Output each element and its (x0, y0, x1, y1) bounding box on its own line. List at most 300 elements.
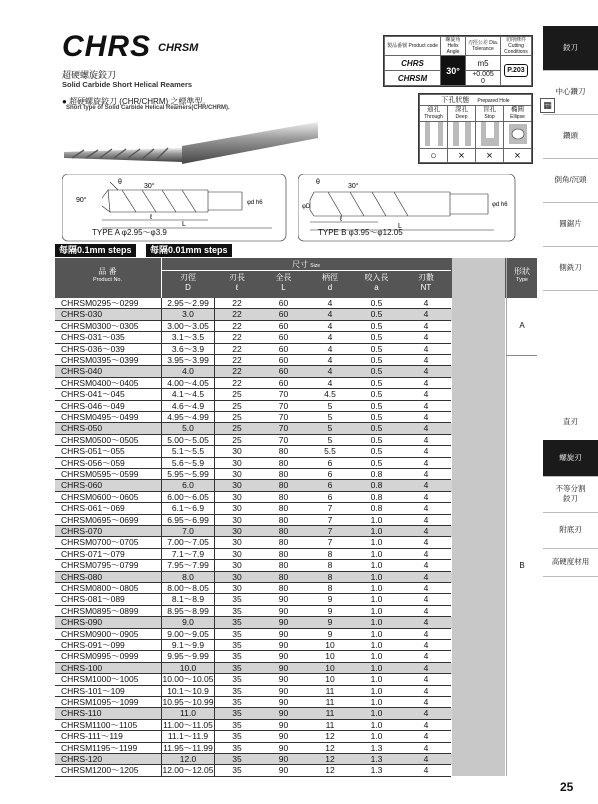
spec-cell: 4 (401, 401, 451, 412)
spec-cell: 1.0 (352, 640, 401, 651)
type-b-caption: TYPE B φ3.95～φ12.05 (318, 228, 403, 237)
type-a-caption: TYPE A φ2.95～φ3.9 (92, 228, 167, 237)
spec-cell: 10 (308, 674, 352, 685)
spec-cell: 6 (308, 480, 352, 491)
spec-cell: 8.00～8.05 (161, 583, 215, 594)
spec-cell: 30 (215, 458, 259, 469)
spec-cell: 1.0 (352, 651, 401, 662)
table-row (55, 503, 452, 514)
spec-cell: 90 (259, 686, 308, 697)
spec-cell: 30 (215, 583, 259, 594)
spec-box (383, 35, 533, 87)
hole-type-stop (476, 106, 504, 122)
header-size-en: Size (310, 263, 320, 269)
product-code-cell: CHRSM1095～1099 (55, 697, 161, 708)
spec-cell: 9 (308, 617, 352, 628)
spec-cell: 30 (215, 446, 259, 457)
spec-cell: 4 (401, 378, 451, 389)
spec-cell: 4 (401, 708, 451, 719)
product-code-cell: CHRSM0300～0305 (55, 321, 161, 332)
table-row (55, 309, 452, 320)
product-code-cell: CHRSM0800～0805 (55, 583, 161, 594)
theta-label: θ (118, 179, 122, 186)
spec-cell: 4 (401, 298, 451, 309)
spec-cell: 22 (215, 332, 259, 343)
table-row (55, 572, 452, 583)
spec-cell: 3.00～3.05 (161, 321, 215, 332)
spec-cell: 90 (259, 663, 308, 674)
spec-cell: 60 (259, 366, 308, 377)
spec-cell: 11 (308, 697, 352, 708)
spec-cell: 0.5 (352, 458, 401, 469)
spec-cell: 4 (401, 503, 451, 514)
cutting-conditions-page-ref[interactable]: P.203 (504, 64, 527, 77)
spec-cell: 80 (259, 572, 308, 583)
spec-cell: 1.0 (352, 594, 401, 605)
angle-30-label: 30° (348, 183, 359, 190)
spec-cell: 10.00～10.05 (162, 674, 214, 685)
spec-cell: 9 (308, 629, 352, 640)
hole-type-en: Through (424, 114, 443, 120)
spec-cell: 4 (401, 697, 451, 708)
spec-cell: 9.0 (161, 617, 215, 628)
spec-cell: 90 (259, 629, 308, 640)
spec-cell: 60 (259, 332, 308, 343)
table-row (55, 515, 452, 526)
table-row (55, 754, 452, 765)
helix-angle-badge: 30° (441, 56, 466, 86)
product-code-cell: CHRS-070 (55, 526, 161, 537)
spec-cell: 4 (401, 765, 451, 776)
product-code-cell: CHRSM0495～0499 (55, 412, 161, 423)
hole-mark-deep: × (448, 149, 476, 163)
header-col-symbol: L (281, 283, 286, 292)
spec-cell: 90 (259, 743, 308, 754)
spec-cell: 3.1～3.5 (161, 332, 215, 343)
spec-cell: 80 (259, 526, 308, 537)
spec-cell: 30 (215, 537, 259, 548)
spec-cell: 11 (308, 720, 352, 731)
ellipse-hole-icon (504, 122, 532, 149)
spec-cell: 80 (259, 492, 308, 503)
sidebar-tab-0[interactable]: 鉸刀 (543, 26, 598, 71)
product-code-cell: CHRS-046～049 (55, 401, 161, 412)
page-number: 25 (560, 780, 574, 794)
spec-cell: 30 (215, 526, 259, 537)
spec-cell: 0.5 (352, 355, 401, 366)
table-row (55, 401, 452, 412)
spec-cell: 11.95～11.99 (161, 743, 215, 754)
table-row (55, 663, 452, 674)
spec-cell: 6.95～6.99 (161, 515, 215, 526)
spec-cell: 4.0 (161, 366, 215, 377)
spec-cell: 1.0 (352, 686, 401, 697)
spec-cell: 11.00～11.05 (161, 720, 215, 731)
spec-cell: 4 (401, 344, 451, 355)
spec-cell: 4 (401, 492, 451, 503)
category-sidebar (543, 26, 598, 786)
product-code-cell: CHRS-041～045 (55, 389, 161, 400)
spec-cell: 4.00～4.05 (161, 378, 215, 389)
spec-cell: 4 (308, 332, 352, 343)
spec-cell: 5.00～5.05 (161, 435, 215, 446)
header-col-zh: 柄徑 (322, 273, 338, 282)
brand-title: CHRS (62, 30, 152, 63)
spec-cell: 4 (308, 309, 352, 320)
spec-cell: 4 (401, 606, 451, 617)
sidebar-tab-8[interactable]: 不等分割 鉸刀 (543, 476, 598, 513)
product-code-cell: CHRS-091～099 (55, 640, 161, 651)
sidebar-tab-3[interactable]: 倒角/沉頭 (543, 158, 598, 203)
spec-cell: 35 (215, 674, 259, 685)
spec-cell: 80 (259, 549, 308, 560)
spec-cell: 22 (215, 344, 259, 355)
hole-type-ellipse (504, 106, 532, 122)
spec-cell: 0.5 (352, 378, 401, 389)
header-col-symbol: D (185, 283, 191, 292)
spec-cell: 25 (215, 401, 259, 412)
product-code-cell: CHRS-101～109 (55, 686, 161, 697)
shank-dia-label: φd h6 (247, 200, 263, 206)
spec-cell: 9.1～9.9 (161, 640, 215, 651)
spec-cell: 5 (308, 435, 352, 446)
spec-cell: 80 (259, 458, 308, 469)
spec-cell: 70 (259, 412, 308, 423)
spec-cell: 7.0 (161, 526, 215, 537)
spec-cell: 6 (308, 469, 352, 480)
spec-cell: 1.0 (352, 731, 401, 742)
spec-cell: 4 (401, 674, 451, 685)
spec-cell: 80 (259, 560, 308, 571)
prepared-hole-title-zh: 下孔狀態 (441, 97, 470, 104)
spec-cell: 0.5 (352, 366, 401, 377)
spec-cell: 2.95～2.99 (161, 298, 215, 309)
spec-cell: 10.1～10.9 (161, 686, 215, 697)
spec-cell: 80 (259, 480, 308, 491)
spec-cell: 4 (401, 617, 451, 628)
tolerance-2: +0.005 0 (466, 71, 501, 86)
header-col-4 (352, 273, 401, 293)
spec-cell: 35 (215, 697, 259, 708)
product-code-cell: CHRS-036～039 (55, 344, 161, 355)
type-column (506, 258, 536, 776)
spec-cell: 60 (259, 321, 308, 332)
spec-cell: 60 (259, 344, 308, 355)
sidebar-tab-6[interactable]: 直刃 (543, 404, 598, 441)
spec-cell: 4 (401, 651, 451, 662)
spec-cell: 4 (308, 321, 352, 332)
spec-cell: 11.0 (161, 708, 215, 719)
spec-cell: 4.5 (308, 389, 352, 400)
table-row (55, 674, 452, 685)
spec-cell: 4 (401, 321, 451, 332)
spec-cell: 9 (308, 606, 352, 617)
spec-cell: 4 (401, 309, 451, 320)
spec-cell: 7.95～7.99 (161, 560, 215, 571)
spec-cell: 35 (215, 617, 259, 628)
sidebar-tab-7[interactable]: 螺旋刃 (543, 440, 598, 477)
spec-cell: 60 (259, 355, 308, 366)
spec-cell: 6.1～6.9 (161, 503, 215, 514)
spec-cell: 8.95～8.99 (161, 606, 215, 617)
header-col-symbol: NT (420, 283, 432, 292)
spec-cell: 8 (308, 583, 352, 594)
hole-type-through (420, 106, 448, 122)
spec-cell: 8 (308, 572, 352, 583)
spec-code-1: CHRS (385, 56, 441, 71)
spec-cell: 5.5 (308, 446, 352, 457)
spec-cell: 70 (259, 389, 308, 400)
spec-cell: 4 (401, 560, 451, 571)
spec-cell: 1.0 (352, 583, 401, 594)
table-row (55, 651, 452, 662)
table-row (55, 469, 452, 480)
spec-cell: 5.95～5.99 (161, 469, 215, 480)
sidebar-tab-1[interactable]: 中心鑽刀 (543, 70, 598, 115)
header-col-5 (401, 273, 451, 293)
angle-90-label: 90° (76, 197, 87, 204)
sidebar-tab-9[interactable]: 附底刃 (543, 512, 598, 549)
spec-cell: 1.0 (352, 560, 401, 571)
spec-cell: 5 (308, 423, 352, 434)
spec-cell: 30 (215, 469, 259, 480)
spec-cell: 1.3 (352, 765, 401, 776)
product-code-cell: CHRSM1195～1199 (55, 743, 161, 754)
hole-mark-ellipse: × (504, 149, 532, 163)
product-code-cell: CHRSM0795～0799 (55, 560, 161, 571)
grid-icon[interactable]: ▦ (540, 98, 555, 113)
spec-cell: 6 (308, 458, 352, 469)
header-col-symbol: a (374, 283, 379, 292)
spec-cell: 7 (308, 526, 352, 537)
product-code-cell: CHRS-120 (55, 754, 161, 765)
spec-cell: 7 (308, 537, 352, 548)
sidebar-tab-2[interactable]: 鑽頭 (543, 114, 598, 159)
header-product-zh: 品 番 (98, 267, 117, 276)
table-row (55, 583, 452, 594)
spec-cell: 4 (401, 480, 451, 491)
header-col-symbol: d (327, 283, 333, 292)
table-row (55, 366, 452, 377)
type-b-label: B (519, 561, 525, 570)
table-row (55, 492, 452, 503)
spec-cell: 0.8 (352, 503, 401, 514)
spec-cell: 30 (215, 492, 259, 503)
table-row (55, 731, 452, 742)
note-zh: ● 超硬螺旋鉸刀 (CHR/CHRM) 之標準型。 (62, 97, 211, 106)
spec-cell: 12 (308, 731, 352, 742)
product-code-cell: CHRSM0695～0699 (55, 515, 161, 526)
spec-cell: 8 (308, 560, 352, 571)
product-code-cell: CHRS-031～035 (55, 332, 161, 343)
step-0.01mm-badge: 每隔0.01mm steps (146, 244, 232, 257)
spec-cell: 22 (215, 298, 259, 309)
table-row (55, 697, 452, 708)
spec-cell: 4 (401, 515, 451, 526)
spec-cell: 4 (401, 355, 451, 366)
table-row (55, 560, 452, 571)
header-col-symbol: ℓ (235, 283, 239, 292)
type-a-label: A (519, 321, 525, 330)
table-row (55, 321, 452, 332)
hole-type-zh: 通孔 (427, 106, 440, 113)
table-row (55, 389, 452, 400)
spec-cell: 35 (215, 663, 259, 674)
hole-mark-stop: × (476, 149, 504, 163)
product-code-cell: CHRS-050 (55, 423, 161, 434)
spec-cell: 1.3 (352, 754, 401, 765)
size-column-headers (161, 273, 451, 297)
header-product (55, 266, 160, 283)
spec-cell: 6.0 (161, 480, 215, 491)
spec-cell: 4 (401, 435, 451, 446)
product-code-cell: CHRSM0395～0399 (55, 355, 161, 366)
angle-30-label: 30° (144, 183, 155, 190)
product-code-cell: CHRS-110 (55, 708, 161, 719)
product-code-cell: CHRSM0900～0905 (55, 629, 161, 640)
spec-cell: 7.00～7.05 (161, 537, 215, 548)
product-code-cell: CHRS-040 (55, 366, 161, 377)
header-col-3 (308, 273, 352, 293)
prepared-hole-box (418, 93, 533, 164)
spec-cell: 80 (259, 503, 308, 514)
header-size (161, 259, 451, 271)
header-col-zh: 刃徑 (180, 273, 196, 282)
spec-cell: 80 (259, 469, 308, 480)
spec-cell: 30 (215, 549, 259, 560)
spec-col-product: 製品番號 Product code (385, 37, 441, 56)
spec-cell: 4.6～4.9 (161, 401, 215, 412)
spec-cell: 90 (259, 731, 308, 742)
header-size-zh: 尺寸 (292, 260, 309, 269)
spec-cell: 0.5 (352, 423, 401, 434)
spec-cell: 1.0 (352, 697, 401, 708)
header-col-zh: 刃數 (418, 273, 434, 282)
table-gray-band (452, 258, 505, 776)
sidebar-tab-10[interactable]: 高硬度材用 (543, 548, 598, 577)
table-row (55, 594, 452, 605)
hole-type-zh: 橢圓 (511, 106, 524, 113)
table-row (55, 344, 452, 355)
product-code-cell: CHRS-080 (55, 572, 161, 583)
header-type (507, 258, 537, 298)
spec-cell: 4.1～4.5 (161, 389, 215, 400)
flute-length-label: ℓ (150, 214, 153, 221)
spec-cell: 25 (215, 423, 259, 434)
spec-cell: 4 (401, 731, 451, 742)
product-code-cell: CHRSM0995～0999 (55, 651, 161, 662)
sidebar-tab-4[interactable]: 圓鋸片 (543, 202, 598, 247)
header-col-zh: 全長 (275, 273, 292, 282)
spec-cell: 90 (259, 651, 308, 662)
spec-cell: 60 (259, 309, 308, 320)
spec-cell: 90 (259, 606, 308, 617)
spec-cell: 1.0 (352, 549, 401, 560)
spec-cell: 0.5 (352, 389, 401, 400)
spec-cell: 7 (308, 515, 352, 526)
table-row (55, 435, 452, 446)
spec-cell: 4 (308, 378, 352, 389)
spec-cell: 90 (259, 594, 308, 605)
tolerance-1: m5 (466, 56, 501, 71)
overall-length-label: L (398, 223, 402, 230)
spec-cell: 22 (215, 321, 259, 332)
spec-cell: 80 (259, 537, 308, 548)
product-code-cell: CHRSM1100～1105 (55, 720, 161, 731)
spec-cell: 5 (308, 401, 352, 412)
step-0.1mm-badge: 每隔0.1mm steps (55, 244, 136, 257)
spec-cell: 1.3 (352, 743, 401, 754)
spec-cell: 4 (401, 458, 451, 469)
spec-cell: 10 (308, 663, 352, 674)
product-code-cell: CHRS-090 (55, 617, 161, 628)
spec-cell: 10 (308, 651, 352, 662)
header-col-0 (161, 273, 215, 293)
spec-cell: 1.0 (352, 617, 401, 628)
product-code-cell: CHRS-071～079 (55, 549, 161, 560)
product-code-cell: CHRSM0600～0605 (55, 492, 161, 503)
table-row (55, 446, 452, 457)
spec-cell: 4 (401, 446, 451, 457)
spec-cell: 1.0 (352, 572, 401, 583)
spec-col-conditions: 切削條件 Cutting Conditions (501, 37, 532, 56)
table-row (55, 332, 452, 343)
cutting-dia-label: φD (302, 204, 311, 210)
spec-cell: 35 (215, 731, 259, 742)
spec-cell: 1.0 (352, 663, 401, 674)
table-row (55, 298, 452, 309)
spec-cell: 1.0 (352, 537, 401, 548)
spec-cell: 4 (401, 412, 451, 423)
spec-cell: 8.1～8.9 (161, 594, 215, 605)
spec-cell: 30 (215, 560, 259, 571)
spec-cell: 35 (215, 629, 259, 640)
product-code-cell: CHRSM0700～0705 (55, 537, 161, 548)
spec-cell: 1.0 (352, 526, 401, 537)
spec-cell: 25 (215, 412, 259, 423)
spec-cell: 35 (215, 686, 259, 697)
header-col-zh: 咬入長 (364, 273, 389, 282)
spec-cell: 4 (401, 389, 451, 400)
sidebar-tab-5[interactable]: 側銑刀 (543, 246, 598, 291)
spec-cell: 35 (215, 765, 259, 776)
theta-label: θ (316, 179, 320, 186)
spec-cell: 4 (401, 366, 451, 377)
spec-cell: 90 (259, 674, 308, 685)
table-row (55, 708, 452, 719)
spec-cell: 1.0 (352, 606, 401, 617)
product-code-cell: CHRS-100 (55, 663, 161, 674)
product-code-cell: CHRSM0500～0505 (55, 435, 161, 446)
header-col-zh: 刃長 (229, 273, 245, 282)
spec-cell: 30 (215, 572, 259, 583)
spec-cell: 7 (308, 503, 352, 514)
spec-cell: 3.95～3.99 (161, 355, 215, 366)
cutting-conditions (501, 56, 532, 86)
spec-cell: 12 (308, 743, 352, 754)
deep-hole-icon (448, 122, 476, 149)
spec-cell: 30 (215, 480, 259, 491)
table-row (55, 606, 452, 617)
spec-cell: 35 (215, 743, 259, 754)
spec-cell: 10 (308, 640, 352, 651)
header-col-1 (215, 273, 259, 293)
flute-length-label: ℓ (340, 216, 343, 223)
spec-cell: 70 (259, 423, 308, 434)
product-code-cell: CHRSM0595～0599 (55, 469, 161, 480)
table-row (55, 686, 452, 697)
table-row (55, 378, 452, 389)
